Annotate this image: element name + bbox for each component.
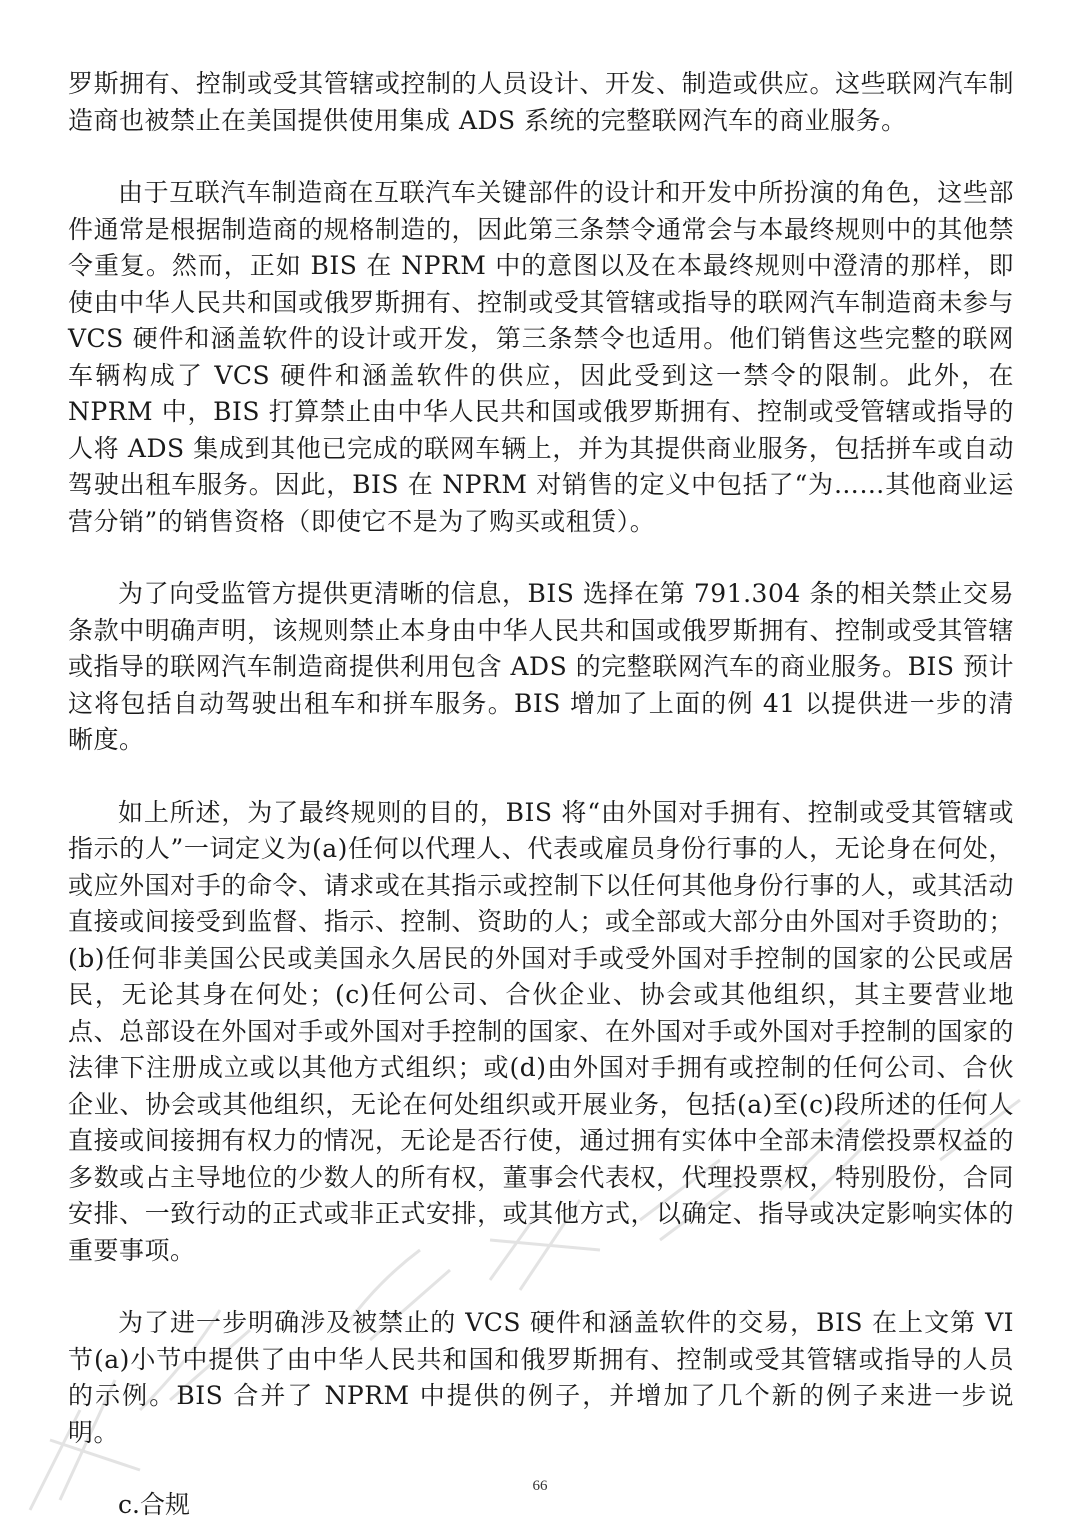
paragraph-2: 由于互联汽车制造商在互联汽车关键部件的设计和开发中所扮演的角色，这些部件通常是根据制造商的规格制造的，因此第三条禁令通常会与本最终规则中的其他禁令重复。然而，正如 BIS 在 NPRM 中的意图以及在本最终规则中澄清的那样，即使由中华人民共和国或俄罗斯拥有、控制或受其管辖或指导的联网汽车制造商未参与 VCS 硬件和涵盖软件的设计或开发，第三条禁令也适用。他们销售这些完整的联网车辆构成了 VCS 硬件和涵盖软件的供应，因此受到这一禁令的限制。此外，在 NPRM 中，BIS 打算禁止由中华人民共和国或俄罗斯拥有、控制或受管辖或指导的人将 ADS 集成到其他已完成的联网车辆上，并为其提供商业服务，包括拼车或自动驾驶出租车服务。因此，BIS 在 NPRM 对销售的定义中包括了“为……其他商业运营分销”的销售资格（即使它不是为了购买或租赁）。 — [68, 178, 1014, 536]
paragraph-5: 为了进一步明确涉及被禁止的 VCS 硬件和涵盖软件的交易，BIS 在上文第 VI 节(a)小节中提供了由中华人民共和国和俄罗斯拥有、控制或受其管辖或指导的人员的示例。BIS 合并了 NPRM 中提供的例子，并增加了几个新的例子来进一步说明。 — [68, 1308, 1014, 1447]
paragraph-1: 罗斯拥有、控制或受其管辖或控制的人员设计、开发、制造或供应。这些联网汽车制造商也被禁止在美国提供使用集成 ADS 系统的完整联网汽车的商业服务。 — [68, 69, 1014, 135]
section-heading: c.合规 — [118, 1490, 190, 1519]
paragraph-3: 为了向受监管方提供更清晰的信息，BIS 选择在第 791.304 条的相关禁止交易条款中明确声明，该规则禁止本身由中华人民共和国或俄罗斯拥有、控制或受其管辖或指导的联网汽车制造商提供利用包含 ADS 的完整联网汽车的商业服务。BIS 预计这将包括自动驾驶出租车和拼车服务。BIS 增加了上面的例 41 以提供进一步的清晰度。 — [68, 579, 1014, 754]
paragraph-4: 如上所述，为了最终规则的目的，BIS 将“由外国对手拥有、控制或受其管辖或指示的人”一词定义为(a)任何以代理人、代表或雇员身份行事的人，无论身在何处，或应外国对手的命令、请求或在其指示或控制下以任何其他身份行事的人，或其活动直接或间接受到监督、指示、控制、资助的人；或全部或大部分由外国对手资助的；(b)任何非美国公民或美国永久居民的外国对手或受外国对手控制的国家的公民或居民，无论其身在何处；(c)任何公司、合伙企业、协会或其他组织，其主要营业地点、总部设在外国对手或外国对手控制的国家、在外国对手或外国对手控制的国家的法律下注册成立或以其他方式组织；或(d)由外国对手拥有或控制的任何公司、合伙企业、协会或其他组织，无论在何处组织或开展业务，包括(a)至(c)段所述的任何人直接或间接拥有权力的情况，无论是否行使，通过拥有实体中全部未清偿投票权益的多数或占主导地位的少数人的所有权，董事会代表权，代理投票权，特别股份，合同安排、一致行动的正式或非正式安排，或其他方式，以确定、指导或决定影响实体的重要事项。 — [68, 797, 1014, 1265]
document-body — [68, 66, 1014, 1524]
page-number: 66 — [532, 1478, 548, 1494]
